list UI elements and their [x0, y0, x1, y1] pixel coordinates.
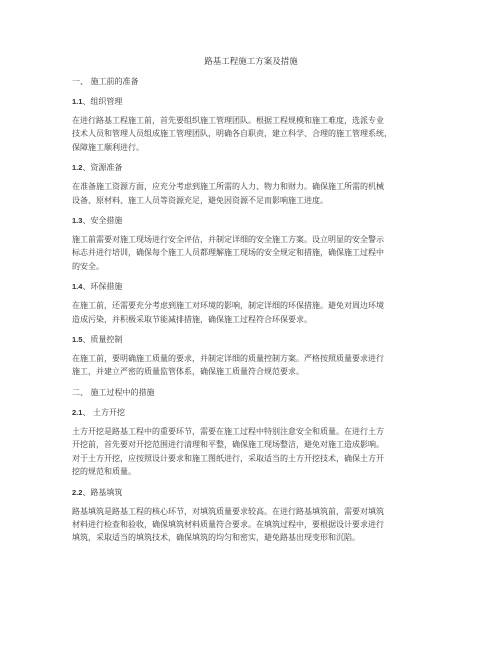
subsection-number: 1.1 [72, 97, 83, 106]
paragraph [72, 299, 434, 326]
section-heading: 二、 施工过程中的措施 [72, 387, 155, 397]
subsection-label: 、质量控制 [82, 335, 123, 345]
subsection-label: 、资源准备 [82, 163, 123, 173]
subsection-number: 1.5 [72, 335, 83, 345]
paragraph-line: 的安全。 [72, 261, 104, 271]
paragraph-line: 施工前需要对施工现场进行安全评估，并制定详细的安全施工方案。设立明显的安全警示 [72, 235, 384, 245]
paragraph [72, 180, 434, 207]
paragraph [72, 352, 434, 379]
paragraph-line: 在施工前，还需要充分考虑到施工对环境的影响，制定详细的环保措施。避免对周边环境 [72, 301, 384, 311]
subsection-heading [72, 334, 434, 346]
subsection-heading [72, 215, 434, 227]
paragraph [72, 114, 434, 154]
paragraph-line: 在准备施工资源方面，应充分考虑到施工所需的人力、物力和财力。确保施工所需的机械 [72, 182, 384, 192]
subsection-heading [72, 162, 434, 174]
subsection-heading [72, 487, 434, 499]
paragraph-line: 挖的规范和质量。 [72, 467, 136, 477]
subsection-number: 1.4 [72, 282, 83, 292]
subsection-number: 1.2 [72, 163, 83, 173]
paragraph-line: 开挖前，首先要对开挖范围进行清理和平整，确保施工现场整洁，避免对施工造成影响。 [72, 440, 384, 450]
paragraph [72, 425, 434, 479]
paragraph-line: 技术人员和管理人员组成施工管理团队，明确各自职责，建立科学、合理的施工管理系统， [72, 129, 392, 139]
paragraph [72, 505, 434, 545]
paragraph-line: 在进行路基工程施工前，首先要组织施工管理团队。根据工程规模和施工难度，选派专业 [72, 116, 384, 125]
paragraph-line: 在施工前，要明确施工质量的要求，并制定详细的质量控制方案。严格按照质量要求进行 [72, 354, 384, 364]
subsection-number: 2.1 [72, 407, 83, 417]
paragraph-line: 材料进行检查和验收，确保填筑材料质量符合要求。在填筑过程中，要根据设计要求进行 [72, 519, 384, 529]
subsection-number: 1.3 [72, 216, 83, 226]
subsection-number: 2.2 [72, 487, 83, 497]
subsection-heading [72, 407, 434, 419]
section-heading: 一、 施工前的准备 [72, 77, 139, 86]
subsection-label: 、路基填筑 [82, 487, 123, 497]
paragraph [72, 233, 434, 273]
subsection-heading [72, 281, 434, 293]
document-body [72, 76, 434, 553]
paragraph-line: 设备、原材料、施工人员等资源充足，避免因资源不足而影响施工进度。 [72, 195, 328, 205]
paragraph-line: 标志并进行培训，确保每个施工人员都理解施工现场的安全规定和措施，确保施工过程中 [72, 248, 384, 258]
paragraph-line: 路基填筑是路基工程的核心环节，对填筑质量要求较高。在进行路基填筑前，需要对填筑 [72, 506, 384, 516]
paragraph-line: 施工，并建立严密的质量监管体系，确保施工质量符合规范要求。 [72, 367, 304, 377]
subsection-label: 、安全措施 [82, 216, 123, 226]
paragraph-line: 土方开挖是路基工程中的重要环节，需要在施工过程中特别注意安全和质量。在进行土方 [72, 426, 384, 436]
paragraph-line: 填筑，采取适当的填筑技术，确保填筑的均匀和密实，避免路基出现变形和沉陷。 [72, 533, 360, 543]
subsection-label: 、环保措施 [82, 282, 123, 292]
subsection-label: 、 土方开挖 [82, 407, 125, 417]
paragraph-line: 造成污染，并积极采取节能减排措施，确保施工过程符合环保要求。 [72, 314, 312, 324]
subsection-label: 、组织管理 [82, 97, 123, 106]
paragraph-line: 保障施工顺利进行。 [72, 142, 144, 152]
document-title: 路基工程施工方案及措施 [204, 57, 298, 67]
paragraph-line: 对于土方开挖，应按照设计要求和施工图纸进行，采取适当的土方开挖技术，确保土方开 [72, 453, 384, 463]
subsection-heading [72, 96, 434, 108]
